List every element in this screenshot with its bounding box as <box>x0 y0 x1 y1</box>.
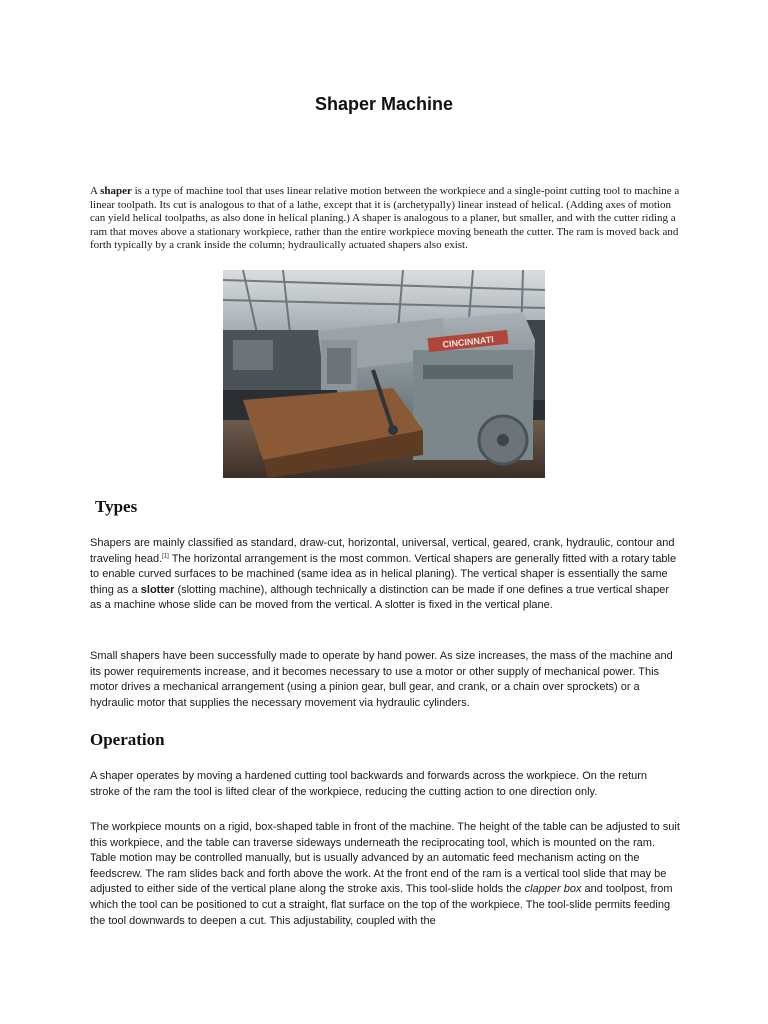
intro-rest: is a type of machine tool that uses linear relative motion between the workpiece and a single-point cutting tool to machine a linear toolpath. Its cut is analogous to that of a lathe, except that it is (archetypally) linear instead of helical. (Adding axes of motion can yield helical toolpaths, as also done in helical planing.) A shaper is analogous to a planer, but smaller, and with the cutter riding a ram that moves above a stationary workpiece, rather than the entire workpiece moving beneath the cutter. The ram is moved back and forth typically by a crank inside the column; hydraulically actuated shapers also exist. <box>90 185 680 252</box>
operation-p2-text-a: The workpiece mounts on a rigid, box-shaped table in front of the machine. The height of the table can be adjusted to suit this workpiece, and the table can traverse sideways underneath the reciprocating tool, which is mounted on the ram. Table motion may be controlled manually, but is usually advanced by an automatic feed mechanism acting on the feedscrew. The ram slides back and forth above the work. At the front end of the ram is a vertical tool slide that may be adjusted to either side of the vertical plane along the stroke axis. This tool-slide holds the <box>90 821 680 896</box>
types-p1-term: slotter <box>140 583 175 596</box>
operation-p2-text-b: and toolpost, from which the tool can be positioned to cut a straight, flat surface on the top of the workpiece. The tool-slide permits feeding the tool downwards to deepen a cut. This adjustability, coupled with the <box>90 883 673 927</box>
intro-paragraph <box>90 185 680 253</box>
section-heading-operation: Operation <box>90 730 165 749</box>
citation-reference[interactable]: [1] <box>162 552 169 559</box>
types-p1-text-c: (slotting machine), although technically a distinction can be made if one defines a true vertical shaper as a machine whose slide can be moved from the vertical. A slotter is fixed in the vertical plane. <box>90 583 670 612</box>
types-paragraph-2: Small shapers have been successfully made to operate by hand power. As size increases, the mass of the machine and its power requirements increase, and it becomes necessary to use a motor or other supply of mechanical power. This motor drives a mechanical arrangement (using a pinion gear, bull gear, and crank, or a chain over sprockets) or a hydraulic motor that supplies the necessary movement via hydraulic cylinders. <box>90 650 673 709</box>
operation-paragraph-1: A shaper operates by moving a hardened cutting tool backwards and forwards across the workpiece. On the return stroke of the ram the tool is lifted clear of the workpiece, reducing the cutting action to one direction only. <box>90 770 648 798</box>
intro-lead: A <box>90 185 101 197</box>
intro-term: shaper <box>100 185 132 197</box>
types-p1-text-a: Shapers are mainly classified as standard, draw-cut, horizontal, universal, vertical, geared, crank, hydraulic, contour and traveling head. <box>90 537 675 565</box>
types-paragraph-1 <box>90 536 680 614</box>
operation-paragraph-2 <box>90 820 680 929</box>
document-title: Shaper Machine <box>314 94 454 114</box>
machine-label: CINCINNATI <box>442 334 495 350</box>
section-heading-types: Types <box>95 497 138 516</box>
types-p1-text-b: The horizontal arrangement is the most common. Vertical shapers are generally fitted with a rotary table to enable curved surfaces to be machined (same idea as in helical planing). The vertical shaper is essentially the same thing as a <box>90 552 677 596</box>
shaper-machine-photo <box>223 270 545 478</box>
operation-p2-term: clapper box <box>524 883 582 896</box>
